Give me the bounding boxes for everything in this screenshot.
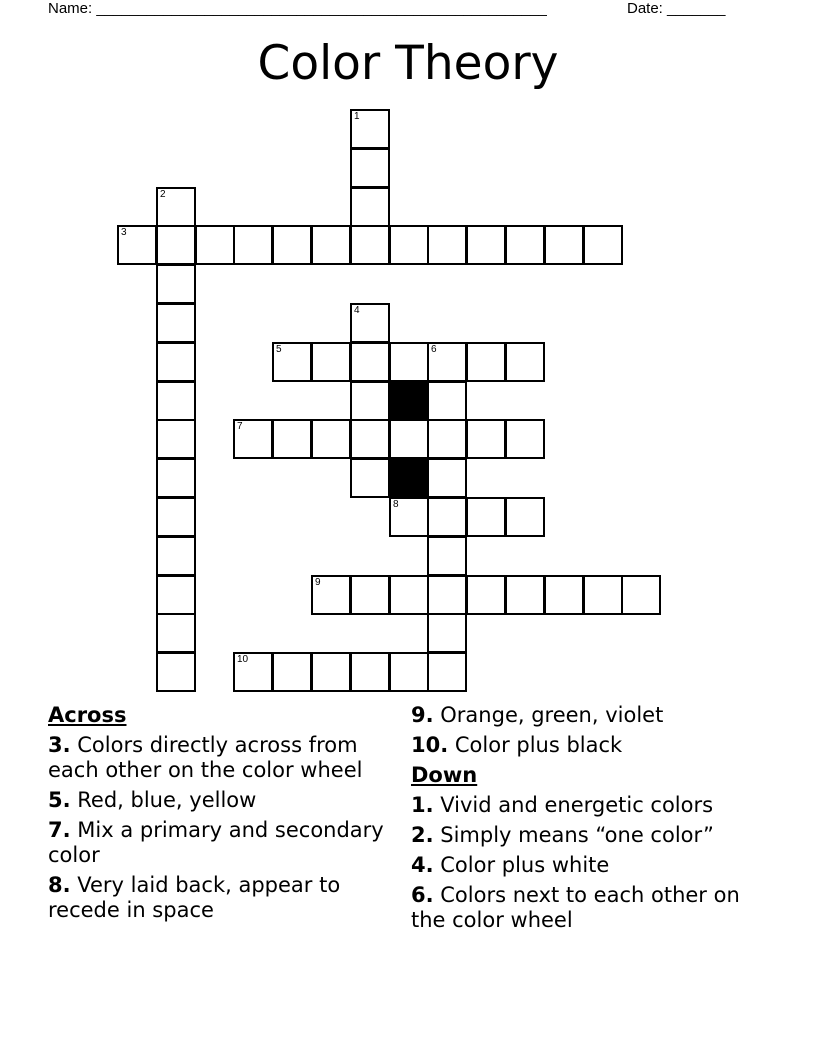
crossword-cell[interactable] bbox=[350, 303, 390, 343]
crossword-cell[interactable] bbox=[156, 342, 196, 382]
clue-down-4 bbox=[411, 853, 771, 878]
crossword-cell[interactable] bbox=[505, 497, 545, 537]
crossword-cell[interactable] bbox=[427, 613, 467, 653]
crossword-cell[interactable] bbox=[583, 575, 623, 615]
clues-right-column bbox=[411, 703, 771, 938]
crossword-cell[interactable] bbox=[389, 225, 429, 265]
crossword-cell[interactable] bbox=[466, 575, 506, 615]
crossword-cell[interactable] bbox=[427, 497, 467, 537]
crossword-cell[interactable] bbox=[427, 536, 467, 576]
crossword-cell[interactable] bbox=[389, 497, 429, 537]
name-field[interactable]: Name: ______________________________________________________ bbox=[48, 0, 547, 17]
crossword-cell[interactable] bbox=[427, 342, 467, 382]
crossword-cell[interactable] bbox=[505, 575, 545, 615]
crossword-cell[interactable] bbox=[156, 652, 196, 692]
crossword-cell[interactable] bbox=[505, 225, 545, 265]
clue-text: Simply means “one color” bbox=[433, 823, 714, 847]
crossword-cell[interactable] bbox=[117, 225, 157, 265]
clue-number-label: 9 bbox=[315, 577, 321, 588]
clue-number-label: 6 bbox=[431, 344, 437, 355]
crossword-cell[interactable] bbox=[272, 419, 312, 459]
clue-number-label: 7 bbox=[237, 421, 243, 432]
clue-number: 5. bbox=[48, 788, 71, 812]
crossword-cell[interactable] bbox=[311, 652, 351, 692]
clue-text: Color plus black bbox=[448, 733, 623, 757]
crossword-cell[interactable] bbox=[156, 264, 196, 304]
clue-number-label: 1 bbox=[354, 111, 360, 122]
crossword-cell[interactable] bbox=[505, 342, 545, 382]
black-cell bbox=[389, 381, 429, 421]
clues-left-column bbox=[48, 703, 393, 928]
clue-number: 3. bbox=[48, 733, 71, 757]
crossword-cell[interactable] bbox=[311, 419, 351, 459]
black-cell bbox=[389, 458, 429, 498]
crossword-cell[interactable] bbox=[427, 652, 467, 692]
crossword-cell[interactable] bbox=[311, 225, 351, 265]
crossword-cell[interactable] bbox=[544, 225, 584, 265]
crossword-cell[interactable] bbox=[466, 497, 506, 537]
crossword-cell[interactable] bbox=[427, 458, 467, 498]
crossword-cell[interactable] bbox=[156, 536, 196, 576]
crossword-cell[interactable] bbox=[156, 225, 196, 265]
clue-text: Orange, green, violet bbox=[433, 703, 664, 727]
crossword-cell[interactable] bbox=[389, 575, 429, 615]
clue-across-5 bbox=[48, 788, 393, 813]
crossword-cell[interactable] bbox=[427, 419, 467, 459]
crossword-cell[interactable] bbox=[272, 225, 312, 265]
clue-text: Colors next to each other on the color wheel bbox=[411, 883, 740, 932]
clue-number: 9. bbox=[411, 703, 434, 727]
clue-number: 7. bbox=[48, 818, 71, 842]
clue-number: 2. bbox=[411, 823, 434, 847]
crossword-cell[interactable] bbox=[156, 613, 196, 653]
clue-across-3 bbox=[48, 733, 393, 783]
crossword-cell[interactable] bbox=[156, 458, 196, 498]
clue-text: Color plus white bbox=[433, 853, 610, 877]
clue-text: Red, blue, yellow bbox=[70, 788, 257, 812]
crossword-cell[interactable] bbox=[233, 652, 273, 692]
crossword-cell[interactable] bbox=[350, 652, 390, 692]
puzzle-title: Color Theory bbox=[257, 36, 559, 91]
crossword-cell[interactable] bbox=[350, 419, 390, 459]
clue-number-label: 8 bbox=[393, 499, 399, 510]
crossword-cell[interactable] bbox=[389, 652, 429, 692]
crossword-cell[interactable] bbox=[156, 497, 196, 537]
crossword-cell[interactable] bbox=[389, 419, 429, 459]
across-heading: Across bbox=[48, 703, 127, 727]
clue-number: 1. bbox=[411, 793, 434, 817]
crossword-cell[interactable] bbox=[350, 187, 390, 227]
crossword-cell[interactable] bbox=[544, 575, 584, 615]
clue-across-9 bbox=[411, 703, 771, 728]
down-heading: Down bbox=[411, 763, 478, 787]
crossword-cell[interactable] bbox=[466, 342, 506, 382]
clue-across-10 bbox=[411, 733, 771, 758]
crossword-cell[interactable] bbox=[427, 575, 467, 615]
date-field[interactable]: Date: _______ bbox=[627, 0, 726, 17]
clue-number: 8. bbox=[48, 873, 71, 897]
crossword-cell[interactable] bbox=[156, 419, 196, 459]
clue-text: Colors directly across from each other on the color wheel bbox=[48, 733, 363, 782]
crossword-cell[interactable] bbox=[466, 225, 506, 265]
crossword-cell[interactable] bbox=[233, 419, 273, 459]
clue-number-label: 3 bbox=[121, 227, 127, 238]
crossword-cell[interactable] bbox=[195, 225, 235, 265]
clue-number-label: 10 bbox=[237, 654, 249, 665]
crossword-cell[interactable] bbox=[389, 342, 429, 382]
clue-text: Mix a primary and secondary color bbox=[48, 818, 384, 867]
clue-number-label: 5 bbox=[276, 344, 282, 355]
crossword-cell[interactable] bbox=[621, 575, 661, 615]
crossword-cell[interactable] bbox=[350, 148, 390, 188]
clue-down-2 bbox=[411, 823, 771, 848]
crossword-cell[interactable] bbox=[350, 381, 390, 421]
clue-down-6 bbox=[411, 883, 771, 933]
crossword-cell[interactable] bbox=[272, 342, 312, 382]
crossword-cell[interactable] bbox=[156, 303, 196, 343]
crossword-cell[interactable] bbox=[466, 419, 506, 459]
crossword-cell[interactable] bbox=[350, 225, 390, 265]
clue-number-label: 2 bbox=[160, 189, 166, 200]
crossword-cell[interactable] bbox=[350, 342, 390, 382]
crossword-cell[interactable] bbox=[311, 575, 351, 615]
clue-across-7 bbox=[48, 818, 393, 868]
crossword-cell[interactable] bbox=[156, 381, 196, 421]
crossword-cell[interactable] bbox=[156, 575, 196, 615]
crossword-cell[interactable] bbox=[505, 419, 545, 459]
clue-down-1 bbox=[411, 793, 771, 818]
crossword-cell[interactable] bbox=[233, 225, 273, 265]
crossword-cell[interactable] bbox=[272, 652, 312, 692]
clue-number-label: 4 bbox=[354, 305, 360, 316]
clue-number: 10. bbox=[411, 733, 449, 757]
clue-number: 4. bbox=[411, 853, 434, 877]
crossword-cell[interactable] bbox=[350, 109, 390, 149]
crossword-cell[interactable] bbox=[583, 225, 623, 265]
crossword-cell[interactable] bbox=[156, 187, 196, 227]
crossword-cell[interactable] bbox=[427, 381, 467, 421]
crossword-cell[interactable] bbox=[427, 225, 467, 265]
clue-across-8 bbox=[48, 873, 393, 923]
crossword-cell[interactable] bbox=[350, 458, 390, 498]
crossword-cell[interactable] bbox=[311, 342, 351, 382]
crossword-cell[interactable] bbox=[350, 575, 390, 615]
clue-text: Vivid and energetic colors bbox=[433, 793, 714, 817]
clue-number: 6. bbox=[411, 883, 434, 907]
clue-text: Very laid back, appear to recede in space bbox=[48, 873, 341, 922]
